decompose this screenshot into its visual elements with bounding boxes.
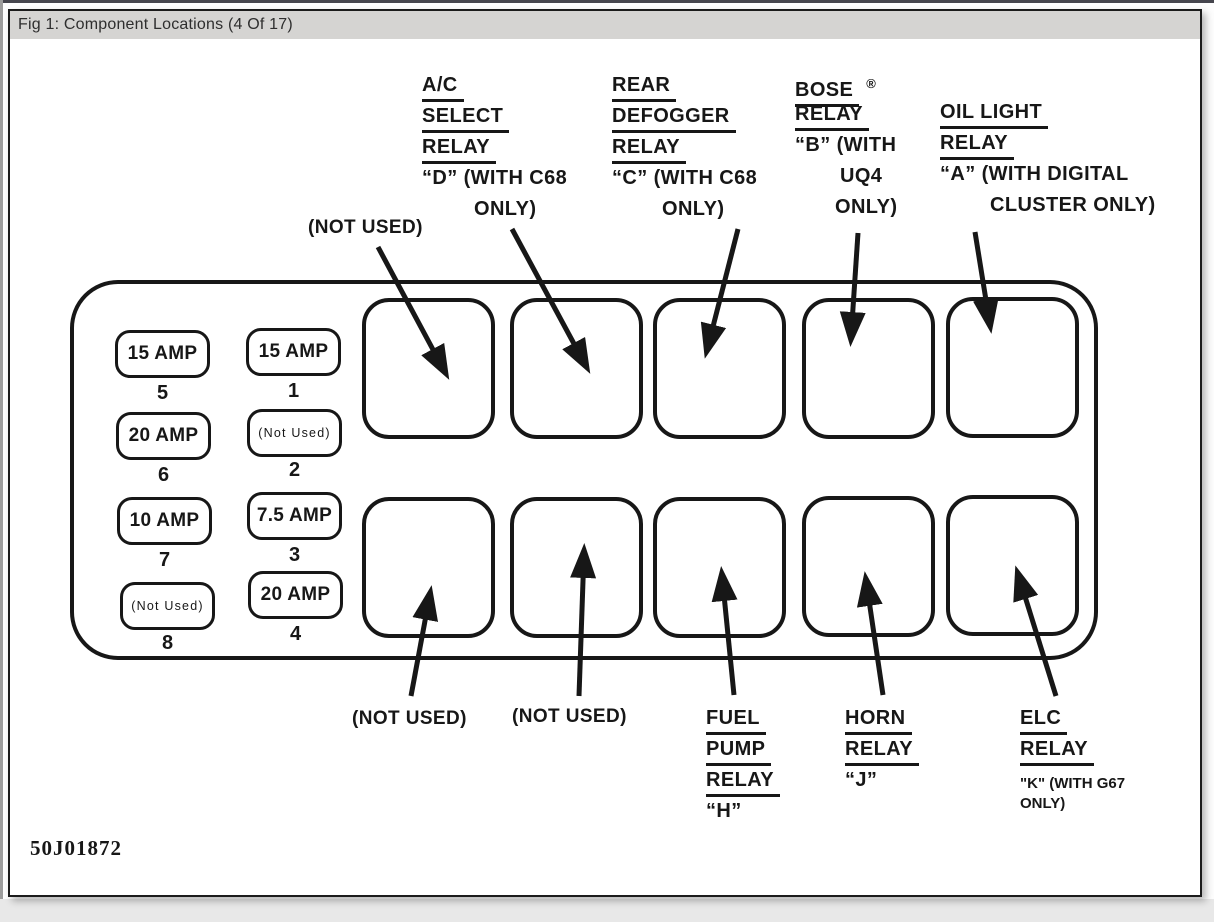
figure-code: 50J01872 [30,836,122,860]
fuse-5-number: 5 [156,382,169,404]
fuel-pump-line3: RELAY [706,768,780,797]
label-bose-relay [795,68,897,223]
relay-slot-top-5 [946,297,1079,438]
relay-slot-top-4 [802,298,935,439]
relay-slot-top-2 [510,298,643,439]
registered-trademark-icon: ® [866,76,877,91]
fuse-7-number: 7 [158,549,171,571]
figure-viewer-window [8,9,1202,897]
oil-light-line1: OIL LIGHT [940,100,1048,129]
relay-slot-bottom-3 [653,497,786,638]
fuse-8-number: 8 [161,632,174,654]
fuse-6 [116,412,211,460]
fuse-7 [117,497,212,545]
fuse-6-number: 6 [157,464,170,486]
rear-defogger-line2: DEFOGGER [612,104,736,133]
relay-slot-bottom-1 [362,497,495,638]
fuse-3-label: 7.5 AMP [256,505,333,526]
fuse-4-label: 20 AMP [260,584,331,605]
ac-select-line4: “D” (WITH C68 [422,167,568,189]
fuse-2-number: 2 [288,459,301,481]
elc-line4: ONLY) [1020,795,1066,812]
fuse-7-label: 10 AMP [129,510,200,531]
ac-select-line5: ONLY) [474,198,537,220]
fuse-1 [246,328,341,376]
fuse-8-label: (Not Used) [131,599,204,613]
rear-defogger-line3: RELAY [612,135,686,164]
bose-name: BOSE [795,78,859,107]
fuse-2 [247,409,342,457]
fuse-2-label: (Not Used) [258,426,331,440]
fuel-pump-line1: FUEL [706,706,766,735]
ac-select-line1: A/C [422,73,464,102]
fuse-4-number: 4 [289,623,302,645]
window-title: Fig 1: Component Locations (4 Of 17) [18,16,293,33]
fuse-8 [120,582,215,630]
horn-line3: “J” [845,769,878,791]
label-fuel-pump-relay [706,703,780,827]
elc-option-note [1020,774,1125,814]
fuse-1-label: 15 AMP [258,341,329,362]
oil-light-line4: CLUSTER ONLY) [990,194,1156,216]
label-ac-select-relay [422,70,567,225]
label-not-used-bottom-mid: (NOT USED) [512,706,627,727]
label-not-used-top: (NOT USED) [308,217,423,238]
relay-slot-bottom-2 [510,497,643,638]
fuse-3 [247,492,342,540]
label-horn-relay [845,703,919,796]
bose-line4: UQ4 [840,165,883,187]
ac-select-line2: SELECT [422,104,509,133]
horn-line1: HORN [845,706,912,735]
label-oil-light-relay [940,97,1156,221]
fuse-1-number: 1 [287,380,300,402]
bose-line2: RELAY [795,102,869,131]
label-not-used-bottom-left: (NOT USED) [352,708,467,729]
rear-defogger-line1: REAR [612,73,676,102]
relay-slot-bottom-5 [946,495,1079,636]
fuel-pump-line4: “H” [706,800,742,822]
horn-line2: RELAY [845,737,919,766]
relay-slot-top-1 [362,298,495,439]
bose-line3: “B” (WITH [795,134,897,156]
bose-line5: ONLY) [835,196,898,218]
fuel-pump-line2: PUMP [706,737,771,766]
fuse-5-label: 15 AMP [127,343,198,364]
fuse-5 [115,330,210,378]
relay-slot-top-3 [653,298,786,439]
label-elc-relay [1020,703,1125,814]
relay-slot-bottom-4 [802,496,935,637]
rear-defogger-line4: “C” (WITH C68 [612,167,758,189]
elc-line2: RELAY [1020,737,1094,766]
oil-light-line2: RELAY [940,131,1014,160]
ac-select-line3: RELAY [422,135,496,164]
fuse-4 [248,571,343,619]
oil-light-line3: “A” (WITH DIGITAL [940,163,1129,185]
elc-line3: "K" (WITH G67 [1020,775,1126,792]
rear-defogger-line5: ONLY) [662,198,725,220]
fuse-3-number: 3 [288,544,301,566]
elc-line1: ELC [1020,706,1067,735]
label-rear-defogger-relay [612,70,757,225]
fuse-6-label: 20 AMP [128,425,199,446]
